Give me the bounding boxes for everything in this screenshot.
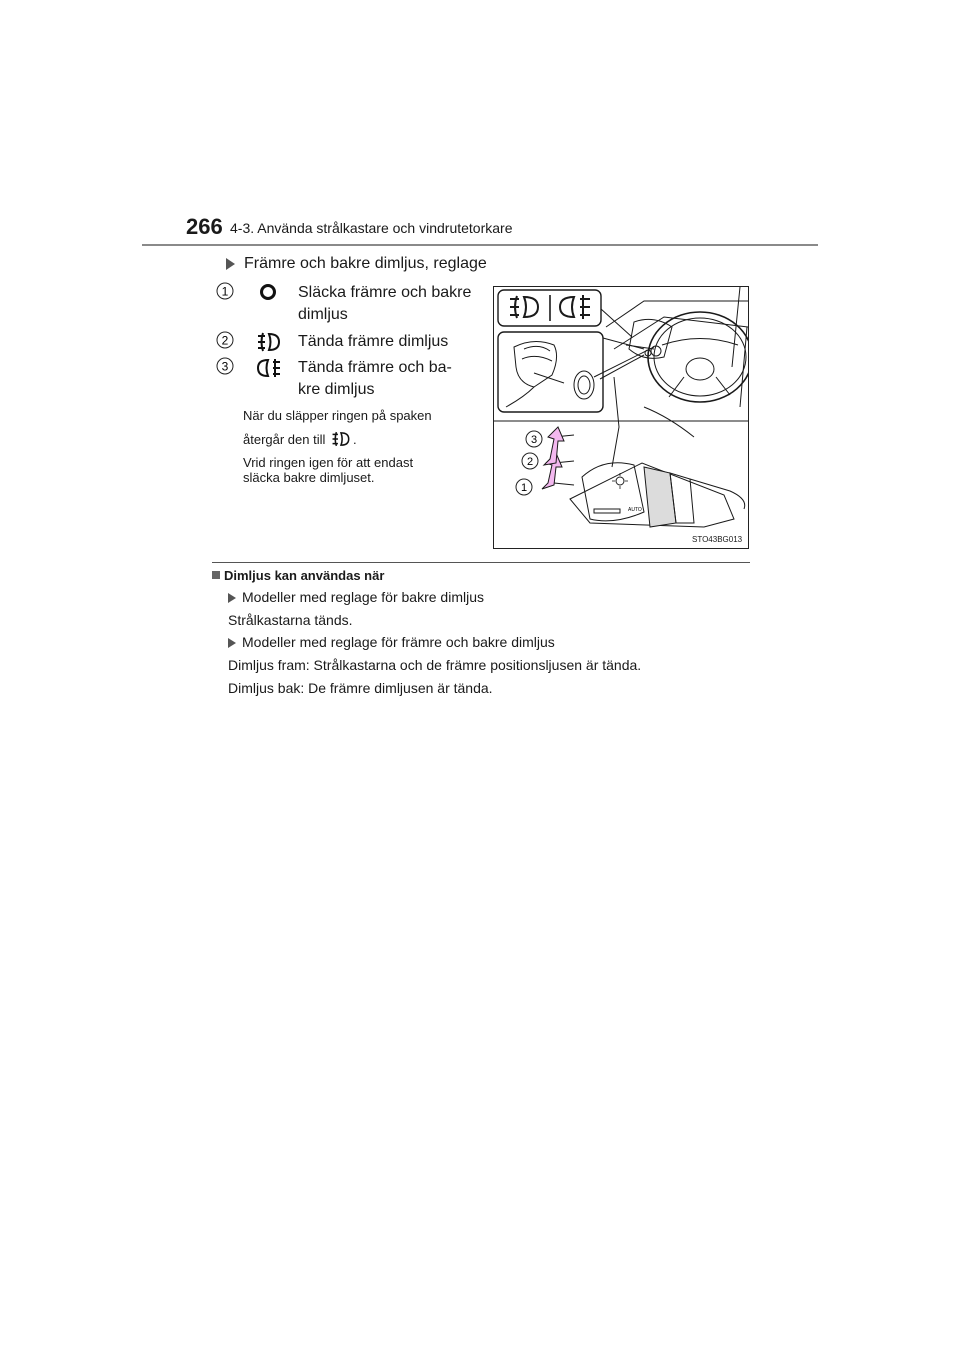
section-title: 4-3. Använda strålkastare och vindrutetorkare xyxy=(230,220,513,236)
note-rotate-line1: Vrid ringen igen för att endast xyxy=(243,455,414,470)
note-release-line2-text: återgår den till xyxy=(243,432,326,447)
front-fog-light-icon xyxy=(256,331,282,353)
auto-label: AUTO xyxy=(628,507,642,513)
callout-line xyxy=(600,355,644,379)
figure-number-3: 3 xyxy=(530,434,538,446)
square-bullet-icon xyxy=(212,571,220,579)
steering-spoke xyxy=(716,377,730,395)
finger-line xyxy=(524,346,550,351)
steering-hub xyxy=(686,358,714,380)
item-1-text-line2: dimljus xyxy=(298,306,348,323)
item-3-text-line1: Tända främre och ba- xyxy=(298,359,452,376)
lever-zoom-ring xyxy=(578,376,590,394)
page-number: 266 xyxy=(186,214,223,239)
callout-front-fog-icon xyxy=(510,296,538,318)
dash-edge xyxy=(612,377,619,467)
illustration-drawing xyxy=(494,287,748,548)
note-release-line1: När du släpper ringen på spaken xyxy=(243,408,432,423)
circled-number-2-icon xyxy=(216,331,234,349)
fog-switch-heading-text: Främre och bakre dimljus, reglage xyxy=(244,255,487,272)
note-rotate-line2: släcka bakre dimljuset. xyxy=(243,470,375,485)
footnote-heading-text: Dimljus kan användas när xyxy=(224,568,385,583)
note-release-line2 xyxy=(243,429,357,451)
fog-switch-illustration xyxy=(493,286,749,549)
finger-line xyxy=(522,356,552,361)
triangle-bullet-icon xyxy=(226,258,235,270)
fog-switch-heading xyxy=(226,255,487,273)
lever-zoom-end xyxy=(574,371,594,399)
steering-wheel-inner xyxy=(654,318,746,396)
item-1-number: 1 xyxy=(221,284,229,299)
figure-number-2: 2 xyxy=(526,456,534,468)
lever-slot xyxy=(594,509,620,513)
steering-spoke xyxy=(662,339,738,346)
footnote-heading xyxy=(212,568,384,583)
item-3-number: 3 xyxy=(221,359,229,374)
circled-number-3-icon xyxy=(216,357,234,375)
hand-outline xyxy=(514,341,557,387)
footnote-text-2: Dimljus fram: Strålkastarna och de främre positionsljusen är tända. xyxy=(228,657,642,673)
fog-lights-off-icon xyxy=(256,282,282,304)
section-divider xyxy=(212,562,750,563)
front-rear-fog-light-icon xyxy=(256,357,282,379)
callout-line xyxy=(603,338,644,349)
header-rule xyxy=(142,244,818,246)
lever-tail xyxy=(690,479,745,509)
callout-line xyxy=(601,309,632,337)
triangle-bullet-icon xyxy=(228,593,236,603)
circled-number-1-icon xyxy=(216,282,234,300)
callout-rear-fog-icon xyxy=(560,295,590,319)
footnote-text-1: Strålkastarna tänds. xyxy=(228,612,353,628)
note-release-line2-period: . xyxy=(353,432,357,447)
item-3-text-line2: kre dimljus xyxy=(298,381,375,398)
footnote-bullet-1 xyxy=(228,589,484,605)
figure-number-1: 1 xyxy=(520,482,528,494)
lever-zoom xyxy=(534,373,564,383)
item-1-text-line1: Släcka främre och bakre xyxy=(298,284,472,301)
lever-end xyxy=(651,346,661,356)
item-2-text-line1: Tända främre dimljus xyxy=(298,333,449,350)
figure-code: STO43BG013 xyxy=(692,535,743,544)
footnote-text-3: Dimljus bak: De främre dimljusen är tända. xyxy=(228,680,493,696)
footnote-bullet-1-text: Modeller med reglage för bakre dimljus xyxy=(242,589,484,605)
footnote-bullet-2-text: Modeller med reglage för främre och bakre dimljus xyxy=(242,634,555,650)
dash-edge xyxy=(644,407,694,437)
triangle-bullet-icon xyxy=(228,638,236,648)
light-rays xyxy=(612,473,628,489)
wrist-line xyxy=(506,387,534,407)
rotate-arrow-2 xyxy=(544,427,564,465)
light-symbol xyxy=(616,477,624,485)
item-2-number: 2 xyxy=(221,333,229,348)
guide-line xyxy=(554,483,574,485)
fog-ring xyxy=(644,467,676,527)
footnote-bullet-2 xyxy=(228,634,555,650)
front-fog-light-icon xyxy=(331,430,351,448)
